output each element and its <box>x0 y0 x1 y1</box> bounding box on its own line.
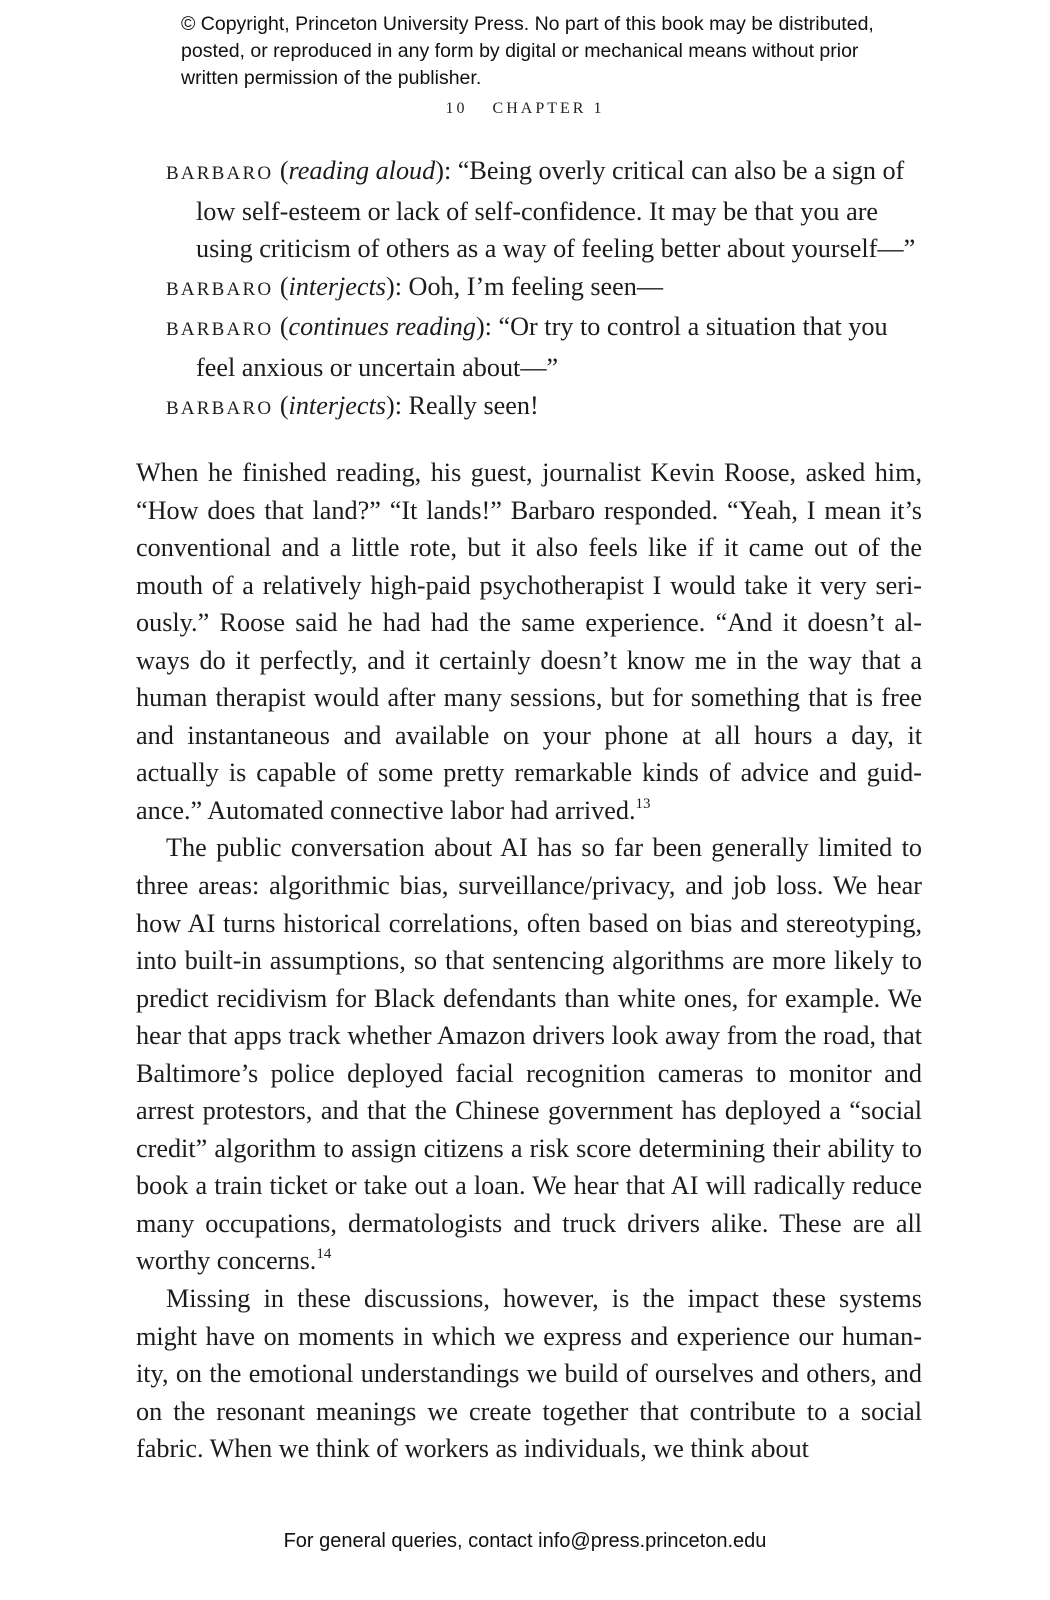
speech-text: “Or try to control a situation that you feel anxious or uncertain about—” <box>196 312 888 382</box>
speaker-name: BARBARO <box>166 397 274 419</box>
paragraph <box>136 454 922 829</box>
dialogue-line: BARBARO (reading aloud): “Being overly critical can also be a sign of low self-esteem or lack of self-confidence. It may be that you are using criticism of others as a way of feeling better about yourself—” <box>166 156 916 264</box>
stage-direction: reading aloud <box>288 156 436 185</box>
paragraph-text: The public conversation about AI has so far been generally limited to three areas: algorithmic bias, surveillance/privacy, and job loss. We hear how AI turns historical correlations, often based on bias and stereotyping, into built-in assumptions, so that sentencing algorithms are more likely to predict recidivism for Black defendants than white ones, for example. We hear that apps track whether Amazon drivers look away from the road, that Baltimore’s police deployed facial recognition cameras to monitor and arrest protestors, and that the Chinese government has deployed a “social credit” algorithm to assign citizens a risk score determining their ability to book a train ticket or take out a loan. We hear that AI will radically reduce many occupations, dermatologists and truck drivers alike. These are all worthy concerns. <box>136 833 922 1276</box>
speech-text: Ooh, I’m feeling seen— <box>408 271 664 301</box>
dialogue-block <box>166 152 926 427</box>
footnote-ref[interactable]: 14 <box>316 1246 332 1263</box>
paragraph-text: Missing in these discussions, however, is the impact these systems might have on moments in which we express and experience our humanity, on the emotional understandings we build of ourselves and others, and on the resonant meanings we create together that contribute to a social fabric. When we think of workers as individuals, we think about <box>136 1284 922 1464</box>
speech-text: “Being overly critical can also be a sign of low self-esteem or lack of self-confidence. It may be that you are using criticism of others as a way of feeling better about yourself—” <box>196 156 916 264</box>
stage-direction: interjects <box>288 390 386 420</box>
paragraph <box>136 1280 922 1468</box>
dialogue-line: BARBARO (interjects): Ooh, I’m feeling seen— <box>166 271 664 301</box>
paragraph <box>136 829 922 1280</box>
stage-direction: continues reading <box>288 312 476 342</box>
chapter-label: CHAPTER 1 <box>492 100 605 117</box>
copyright-notice: © Copyright, Princeton University Press. No part of this book may be distributed, posted, or reproduced in any form by digital or mechanical means without prior written permission of the publisher. <box>181 13 874 89</box>
paragraph-text: When he finished reading, his guest, journalist Kevin Roose, asked him, “How does that land?” “It lands!” Barbaro responded. “Yeah, I mean it’s conventional and a little rote, but it also feels like if it came out of the mouth of a relatively high-paid psychotherapist I would take it very seriously.” Roose said he had had the same experience. “And it doesn’t always do it perfectly, and it certainly doesn’t know me in the way that a human therapist would after many sessions, but for something that is free and instantaneous and available on your phone at all hours a day, it actually is capable of some pretty remarkable kinds of advice and guidance.” Automated connective labor had arrived. <box>136 458 922 825</box>
body-text <box>136 454 922 1468</box>
running-head <box>0 100 1050 118</box>
dialogue-line: BARBARO (interjects): Really seen! <box>166 390 539 420</box>
dialogue-line: BARBARO (continues reading): “Or try to control a situation that you feel anxious or uncertain about—” <box>166 312 888 382</box>
speaker-name: BARBARO <box>166 163 274 184</box>
speech-text: Really seen! <box>408 390 539 420</box>
speaker-name: BARBARO <box>166 278 274 300</box>
footer-contact: For general queries, contact info@press.princeton.edu <box>283 1530 767 1552</box>
speaker-name: BARBARO <box>166 319 274 341</box>
footnote-ref[interactable]: 13 <box>635 795 651 812</box>
page-number: 10 <box>445 100 468 117</box>
stage-direction: interjects <box>288 271 386 301</box>
